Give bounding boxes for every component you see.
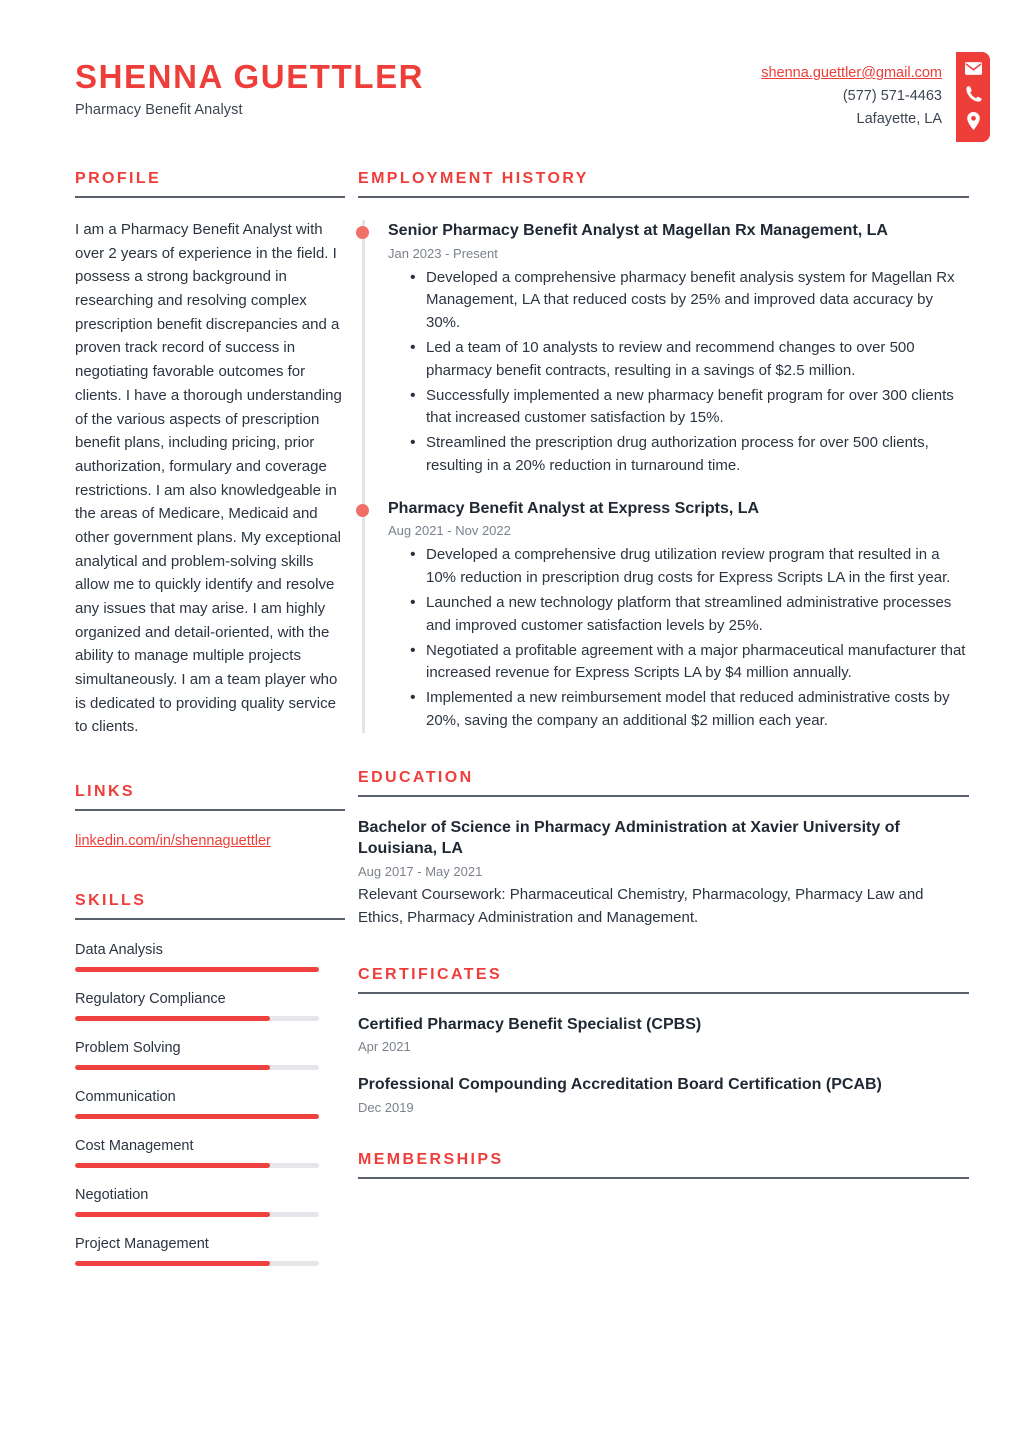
timeline-rail <box>362 220 365 733</box>
main-column <box>330 170 1024 1179</box>
skill-level-fill <box>75 967 319 972</box>
skill-label: Project Management <box>75 1236 209 1253</box>
linkedin-link[interactable]: linkedin.com/in/shennaguettler <box>75 833 271 850</box>
skill-level-fill <box>75 1016 270 1021</box>
section-profile <box>75 170 342 739</box>
skills-list <box>75 942 330 1266</box>
skill-row <box>75 1187 330 1217</box>
certificate-entry <box>358 1074 969 1115</box>
section-heading-profile: PROFILE <box>75 170 162 187</box>
section-employment-history <box>358 170 969 733</box>
phone-icon <box>965 85 982 102</box>
job-entry <box>388 498 969 733</box>
section-heading-skills: SKILLS <box>75 892 147 910</box>
resume-body <box>0 170 1024 1266</box>
skill-row <box>75 1138 330 1168</box>
certificate-title: Professional Compounding Accreditation Board Certification (PCAB) <box>358 1076 882 1094</box>
certificates-list <box>358 1014 969 1115</box>
education-coursework-text: Relevant Coursework: Pharmaceutical Chemistry, Pharmacology, Pharmacy Law and Ethics, Pharmacy Administration and Management. <box>358 885 924 926</box>
job-bullet-list <box>388 544 969 732</box>
section-skills <box>75 892 330 1266</box>
education-degree-title: Bachelor of Science in Pharmacy Administration at Xavier University of Louisiana, LA <box>358 818 900 858</box>
section-heading-links: LINKS <box>75 783 135 801</box>
page-title: SHENNA GUETTLER <box>75 58 425 95</box>
email-link[interactable]: shenna.guettler@gmail.com <box>761 65 942 81</box>
resume-header <box>0 0 1024 170</box>
timeline-dot-icon <box>356 226 369 239</box>
certificate-title: Certified Pharmacy Benefit Specialist (CPBS) <box>358 1015 702 1033</box>
location-pin-icon <box>966 112 981 130</box>
section-divider <box>75 196 345 198</box>
skill-label: Negotiation <box>75 1187 149 1204</box>
certificate-entry <box>358 1014 969 1055</box>
employment-timeline <box>358 220 969 733</box>
skill-row <box>75 1236 330 1266</box>
section-certificates <box>358 966 969 1115</box>
job-bullet: • Developed a comprehensive drug utilization review program that resulted in a 10% reduction in prescription drug costs for Express Scripts LA in the first year. <box>410 544 969 590</box>
skill-label: Data Analysis <box>75 942 163 959</box>
job-bullet: • Launched a new technology platform that streamlined administrative processes and improved customer satisfaction levels by 25%. <box>410 592 969 638</box>
skill-label: Cost Management <box>75 1138 194 1155</box>
skill-level-bar <box>75 1065 319 1070</box>
section-education <box>358 769 969 930</box>
skill-row <box>75 942 330 972</box>
location-text: Lafayette, LA <box>856 110 942 127</box>
section-memberships <box>358 1151 969 1179</box>
contact-icon-strip <box>956 52 990 142</box>
envelope-icon <box>965 62 982 75</box>
skill-level-bar <box>75 1261 319 1266</box>
skill-level-fill <box>75 1261 270 1266</box>
job-date-range: Aug 2021 - Nov 2022 <box>388 523 511 539</box>
education-entry <box>358 817 969 930</box>
job-bullet: • Developed a comprehensive pharmacy benefit analysis system for Magellan Rx Management, LA that reduced costs by 25% and improved data accuracy by 30%. <box>410 267 969 335</box>
sidebar-column <box>0 170 342 1266</box>
skill-label: Communication <box>75 1089 176 1106</box>
education-date-range: Aug 2017 - May 2021 <box>358 863 483 879</box>
certificate-date: Dec 2019 <box>358 1099 414 1115</box>
contact-block <box>761 52 1024 142</box>
job-entry <box>388 220 969 478</box>
section-heading-employment: EMPLOYMENT HISTORY <box>358 170 589 187</box>
education-list <box>358 817 969 930</box>
skill-level-fill <box>75 1114 319 1119</box>
skill-row <box>75 1040 330 1070</box>
identity-block <box>75 52 424 118</box>
skill-level-bar <box>75 1163 319 1168</box>
timeline-dot-icon <box>356 504 369 517</box>
job-title: Pharmacy Benefit Analyst at Express Scripts, LA <box>388 499 760 517</box>
skill-row <box>75 1089 330 1119</box>
skill-level-bar <box>75 1016 319 1021</box>
job-bullet: • Led a team of 10 analysts to review and recommend changes to over 500 pharmacy benefit contracts, resulting in a savings of $2.5 million. <box>410 337 969 383</box>
job-bullet: • Negotiated a profitable agreement with a major pharmaceutical manufacturer that increased revenue for Express Scripts LA by $4 million annually. <box>410 640 969 686</box>
skill-level-fill <box>75 1065 270 1070</box>
section-divider <box>75 918 345 920</box>
job-title: Senior Pharmacy Benefit Analyst at Magellan Rx Management, LA <box>388 222 888 239</box>
job-bullet: • Successfully implemented a new pharmacy benefit program for over 300 clients that increased customer satisfaction by 15%. <box>410 385 969 431</box>
skill-level-fill <box>75 1212 270 1217</box>
skill-label: Problem Solving <box>75 1040 181 1057</box>
section-divider <box>75 809 345 811</box>
skill-label: Regulatory Compliance <box>75 991 226 1008</box>
job-bullet-list <box>388 267 969 478</box>
section-heading-certificates: CERTIFICATES <box>358 965 503 983</box>
skill-row <box>75 991 330 1021</box>
phone-number: (577) 571-4463 <box>842 87 942 104</box>
profile-summary-text: I am a Pharmacy Benefit Analyst with over 2 years of experience in the field. I possess a strong background in researching and resolving complex prescription benefit discrepancies and a proven track record of success in negotiating favorable outcomes for clients. I have a thorough understanding of the various aspects of prescription benefit plans, including pricing, prior authorization, formulary and coverage restrictions. I am also knowledgeable in the areas of Medicare, Medicaid and other government plans. My exceptional analytical and problem-solving skills allow me to quickly identify and resolve any issues that may arise. I am highly organized and detail-oriented, with the ability to manage multiple projects simultaneously. I am a team player who is dedicated to providing quality service to clients. <box>75 221 342 736</box>
section-divider <box>358 992 969 994</box>
section-heading-memberships: MEMBERSHIPS <box>358 1150 504 1168</box>
job-title-subtitle: Pharmacy Benefit Analyst <box>75 101 243 118</box>
job-bullet: • Implemented a new reimbursement model that reduced administrative costs by 20%, saving the company an additional $2 million each year. <box>410 687 969 733</box>
section-links <box>75 783 330 850</box>
skill-level-bar <box>75 1212 319 1217</box>
skill-level-bar <box>75 967 319 972</box>
job-bullet: • Streamlined the prescription drug authorization process for over 500 clients, resulting in a 20% reduction in turnaround time. <box>410 432 969 478</box>
skill-level-bar <box>75 1114 319 1119</box>
section-divider <box>358 196 969 198</box>
section-divider <box>358 795 969 797</box>
section-divider <box>358 1177 969 1179</box>
section-heading-education: EDUCATION <box>358 768 474 786</box>
job-date-range: Jan 2023 - Present <box>388 245 498 261</box>
certificate-date: Apr 2021 <box>358 1039 411 1055</box>
skill-level-fill <box>75 1163 270 1168</box>
jobs-list <box>388 220 969 733</box>
